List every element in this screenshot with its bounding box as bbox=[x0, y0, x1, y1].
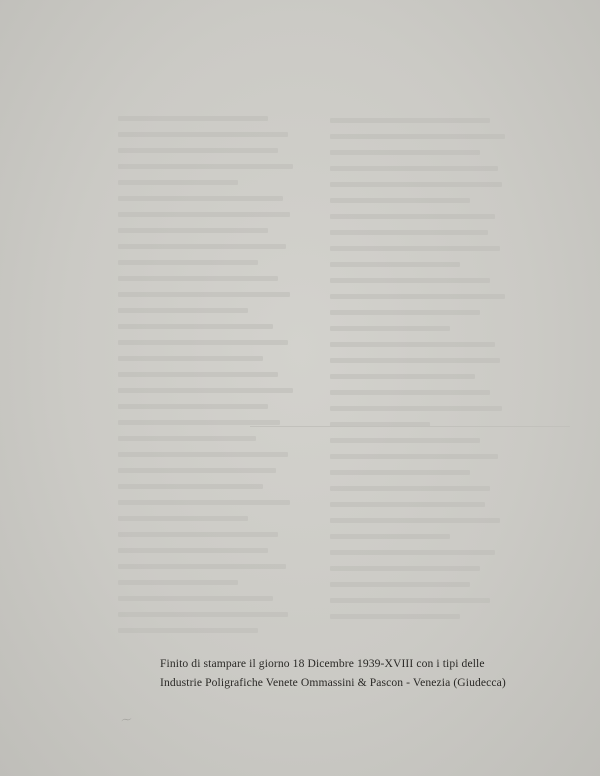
colophon-line-1: Finito di stampare il giorno 18 Dicembre 1939-XVIII con i tipi delle bbox=[160, 657, 485, 670]
colophon bbox=[160, 654, 512, 692]
pencil-mark: 〜 bbox=[118, 712, 133, 728]
show-through-left-column bbox=[118, 78, 338, 670]
show-through-rule bbox=[250, 426, 570, 427]
show-through-right-column bbox=[330, 80, 550, 656]
colophon-line-2: Industrie Poligrafiche Venete Ommassini & Pascon - Venezia (Giudecca) bbox=[160, 676, 506, 689]
